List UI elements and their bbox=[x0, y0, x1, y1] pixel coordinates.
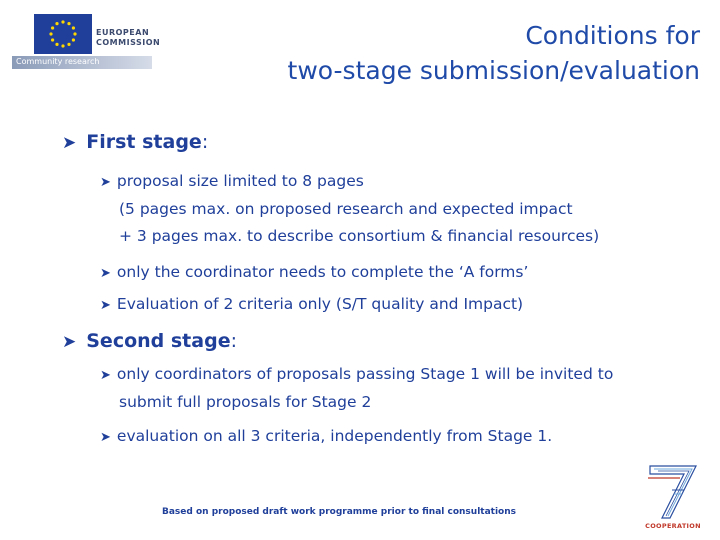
community-research-label: Community research bbox=[16, 57, 100, 66]
list-item-text: evaluation on all 3 criteria, independently from Stage 1. bbox=[116, 427, 553, 445]
slide-title bbox=[180, 18, 700, 88]
arrow-bullet-icon: ➤ bbox=[100, 266, 111, 281]
heading-text: Second stage bbox=[86, 330, 231, 352]
list-item bbox=[100, 259, 700, 287]
arrow-bullet-icon: ➤ bbox=[100, 368, 111, 383]
heading-colon: : bbox=[201, 131, 209, 153]
list-item bbox=[100, 361, 700, 416]
arrow-bullet-icon: ➤ bbox=[62, 133, 77, 153]
arrow-bullet-icon: ➤ bbox=[100, 175, 111, 190]
fp7-cooperation-label: COOPERATION bbox=[645, 522, 701, 530]
list-item-text: + 3 pages max. to describe consortium & financial resources) bbox=[119, 227, 600, 245]
list-item-text: submit full proposals for Stage 2 bbox=[119, 393, 372, 411]
arrow-bullet-icon: ➤ bbox=[100, 430, 111, 445]
commission-wordmark bbox=[96, 28, 160, 48]
title-line-1: Conditions for bbox=[525, 21, 700, 50]
list-item-text: Evaluation of 2 criteria only (S/T quality and Impact) bbox=[116, 295, 524, 313]
list-item bbox=[100, 168, 700, 250]
heading-colon: : bbox=[230, 330, 237, 352]
eu-flag-icon bbox=[34, 14, 92, 54]
title-line-2: two-stage submission/evaluation bbox=[287, 56, 700, 85]
section-heading-second-stage bbox=[62, 330, 237, 352]
logo-line-european: EUROPEAN bbox=[96, 28, 150, 37]
arrow-bullet-icon: ➤ bbox=[100, 298, 111, 313]
list-item-text: only coordinators of proposals passing Stage 1 will be invited to bbox=[116, 365, 614, 383]
european-commission-logo bbox=[12, 14, 161, 66]
community-research-strip bbox=[12, 56, 152, 69]
footer-note: Based on proposed draft work programme prior to final consultations bbox=[162, 507, 516, 517]
list-item bbox=[100, 291, 700, 319]
list-item-text: (5 pages max. on proposed research and expected impact bbox=[119, 200, 573, 218]
list-item-text: only the coordinator needs to complete the ‘A forms’ bbox=[116, 263, 529, 281]
list-item bbox=[100, 423, 700, 451]
section-heading-first-stage bbox=[62, 131, 208, 153]
arrow-bullet-icon: ➤ bbox=[62, 332, 77, 352]
logo-line-commission: COMMISSION bbox=[96, 38, 161, 47]
list-item-text: proposal size limited to 8 pages bbox=[116, 172, 364, 190]
heading-text: First stage bbox=[86, 131, 202, 153]
